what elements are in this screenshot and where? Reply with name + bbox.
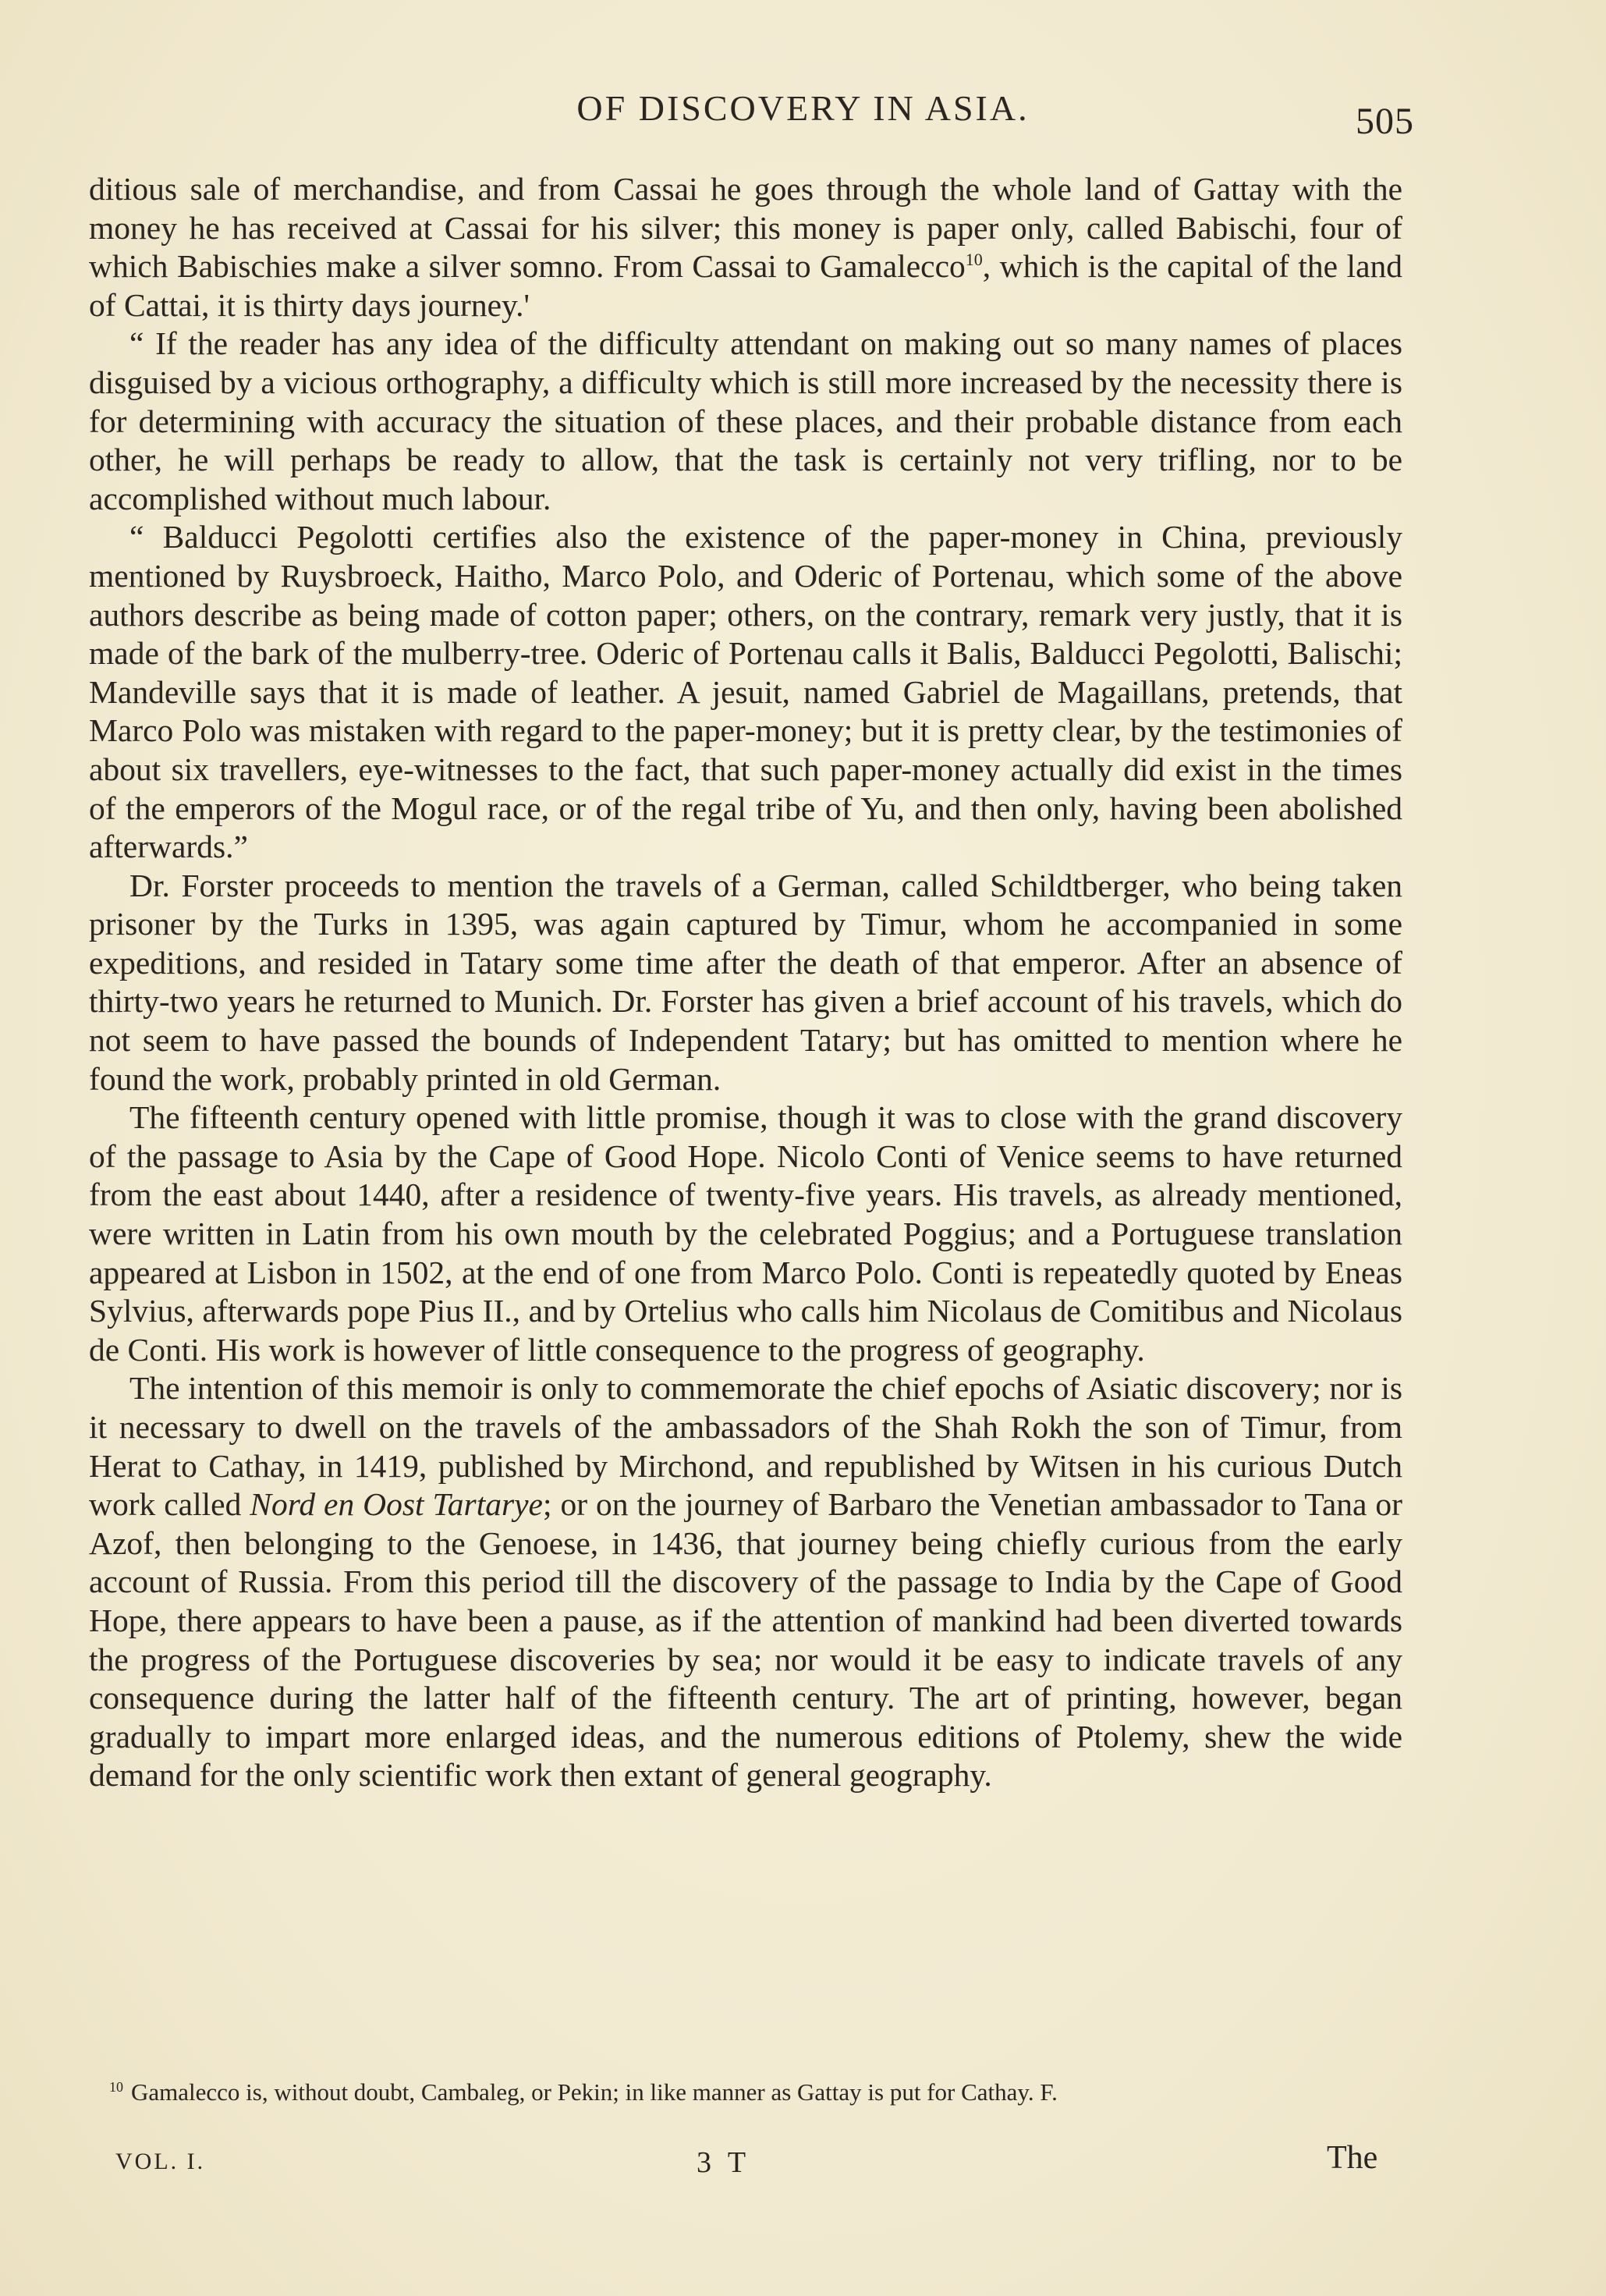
paragraph-2: “ If the reader has any idea of the difficulty attendant on making out so many names of places disguised by a vicious orthography, a difficulty which is still more increased by the necessity there is for determining with accuracy the situation of these places, and their probable distance from each other, he will perhaps be ready to allow, that the task is certainly not very trifling, nor to be accomplished without much labour. (89, 325, 1402, 516)
paragraph-6-text-b: ; or on the journey of Barbaro the Venetian ambassador to Tana or Azof, then belonging to the Genoese, in 1436, that journey being chiefly curious from the early account of Russia. From this period till the discovery of the passage to India by the Cape of Good Hope, there appears to have been a pause, as if the attention of mankind had been diverted towards the progress of the Portuguese discoveries by sea; nor would it be easy to indicate travels of any consequence during the latter half of the fifteenth century. The art of printing, however, began gradually to impart more enlarged ideas, and the numerous editions of Ptolemy, shew the wide demand for the only scientific work then extant of general geography. (89, 1486, 1402, 1794)
footnote (109, 2077, 1402, 2108)
catchword: The (1327, 2140, 1378, 2176)
volume-signature: VOL. I. (115, 2149, 206, 2174)
paragraph-6 (89, 1369, 1402, 1795)
paragraph-1-text-b: , which is the capital of the land of Cattai, it is thirty days journey.' (89, 248, 1402, 323)
body-text (89, 170, 1402, 1795)
paragraph-1 (89, 170, 1402, 325)
paragraph-1-text-a: ditious sale of merchandise, and from Cassai he goes through the whole land of Gattay with the money he has received at Cassai for his silver; this money is paper only, called Babischi, four of which Babischies make a silver somno. From Cassai to Gamalecco (89, 171, 1402, 285)
paragraph-3: “ Balducci Pegolotti certifies also the existence of the paper-money in China, previously mentioned by Ruysbroeck, Haitho, Marco Polo, and Oderic of Portenau, which some of the above authors describe as being made of cotton paper; others, on the contrary, remark very justly, that it is made of the bark of the mulberry-tree. Oderic of Portenau calls it Balis, Balducci Pegolotti, Balischi; Mandeville says that it is made of leather. A jesuit, named Gabriel de Magaillans, pretends, that Marco Polo was mistaken with regard to the paper-money; but it is pretty clear, by the testimonies of about six travellers, eye-witnesses to the fact, that such paper-money actually did exist in the times of the emperors of the Mogul race, or of the regal tribe of Yu, and then only, having been abolished afterwards.” (89, 519, 1402, 865)
sheet-signature-mark: 3 T (697, 2146, 751, 2179)
paragraph-4: Dr. Forster proceeds to mention the travels of a German, called Schildtberger, who being taken prisoner by the Turks in 1395, was again captured by Timur, whom he accompanied in some expeditions, and resided in Tatary some time after the death of that emperor. After an absence of thirty-two years he returned to Munich. Dr. Forster has given a brief account of his travels, which do not seem to have passed the bounds of Independent Tatary; but has omitted to mention where he found the work, probably printed in old German. (89, 867, 1402, 1097)
paragraph-6-text-a: The intention of this memoir is only to commemorate the chief epochs of Asiatic discovery; nor is it necessary to dwell on the travels of the ambassadors of the Shah Rokh the son of Timur, from Herat to Cathay, in 1419, published by Mirchond, and republished by Witsen in his curious Dutch work called (89, 1370, 1402, 1523)
running-head: OF DISCOVERY IN ASIA. (576, 88, 1030, 128)
footnote-reference: 10 (965, 250, 983, 270)
paragraph-5: The fifteenth century opened with little promise, though it was to close with the grand discovery of the passage to Asia by the Cape of Good Hope. Nicolo Conti of Venice seems to have returned from the east about 1440, after a residence of twenty-five years. His travels, as already mentioned, were written in Latin from his own mouth by the celebrated Poggius; and a Portuguese translation appeared at Lisbon in 1502, at the end of one from Marco Polo. Conti is repeatedly quoted by Eneas Sylvius, afterwards pope Pius II., and by Ortelius who calls him Nicolaus de Comitibus and Nicolaus de Conti. His work is however of little consequence to the progress of geography. (89, 1099, 1402, 1368)
page-number: 505 (1356, 101, 1414, 142)
footnote-text: Gamalecco is, without doubt, Cambaleg, or Pekin; in like manner as Gattay is put for Cathay. F. (131, 2078, 1058, 2106)
book-title-italic: Nord en Oost Tartarye (250, 1486, 543, 1523)
footnote-mark: 10 (109, 2078, 123, 2095)
